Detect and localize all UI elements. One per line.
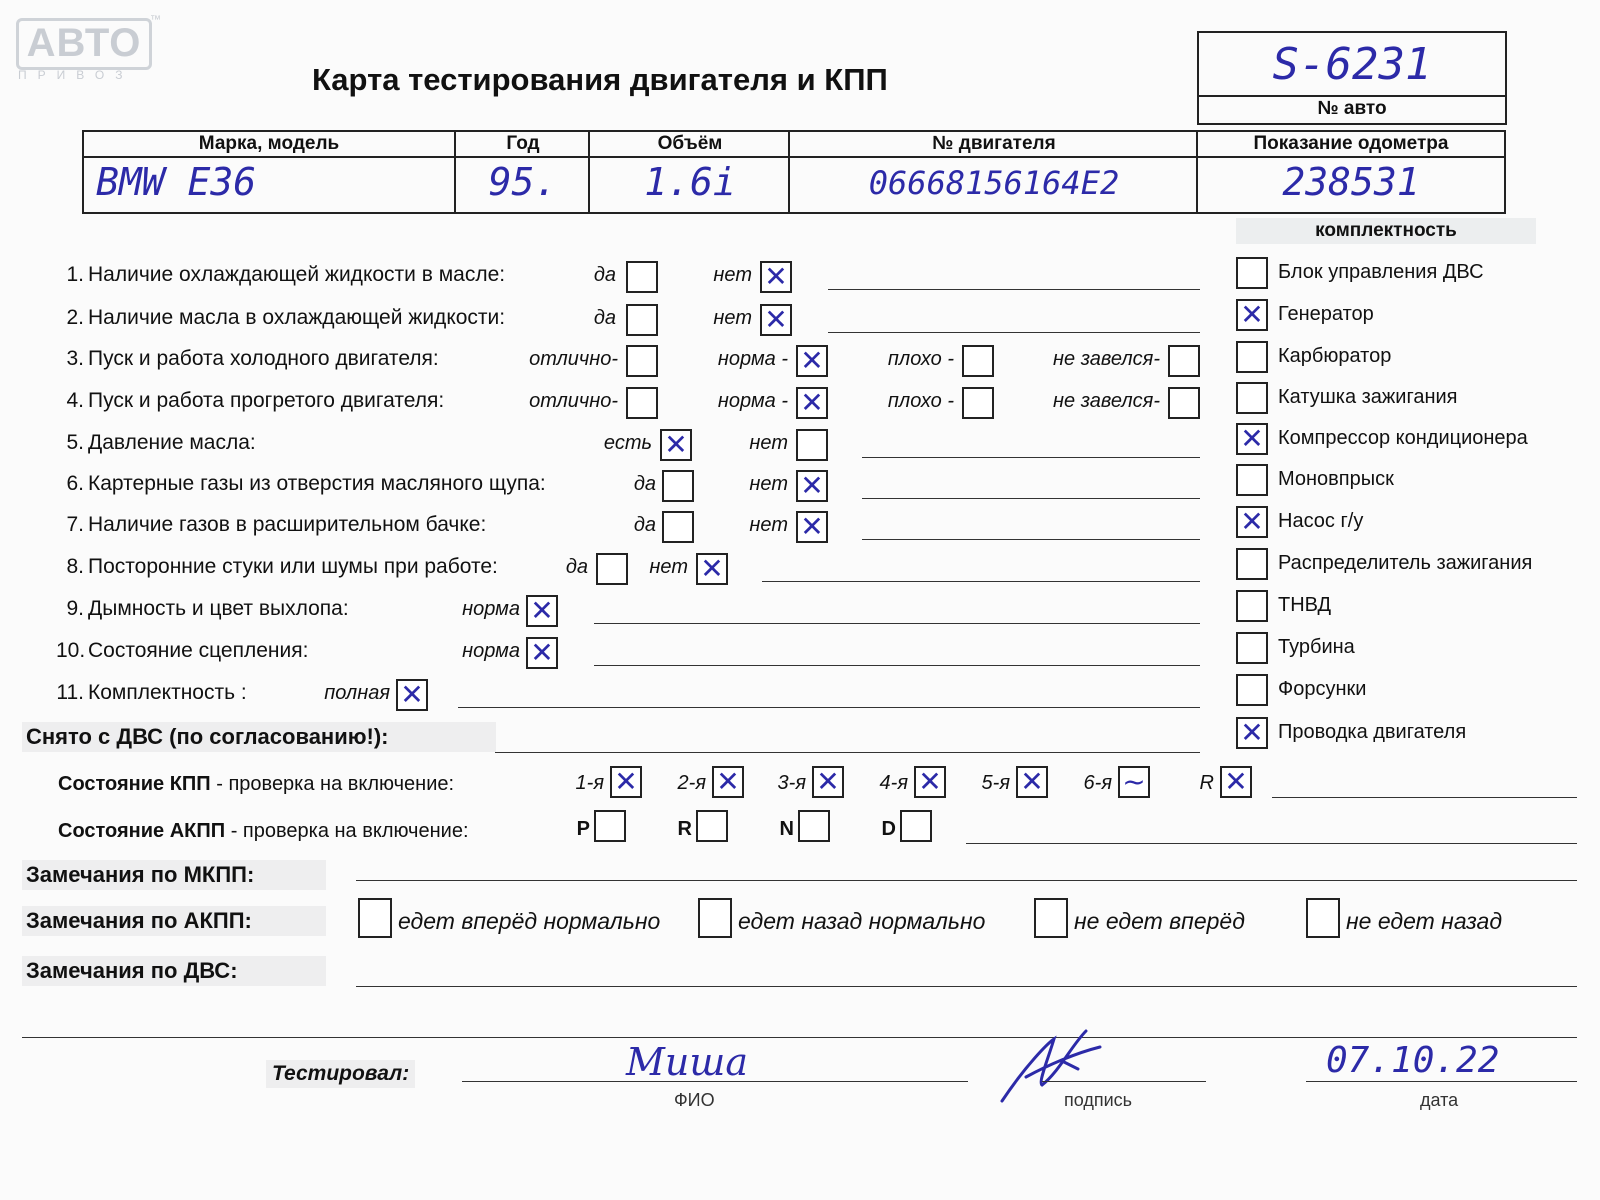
question-number: 3. (66, 347, 84, 370)
question-number: 7. (66, 513, 84, 536)
question-text: Наличие охлаждающей жидкости в масле: (88, 263, 506, 286)
option-label: нет (649, 556, 688, 578)
completeness-checkbox-mark-icon: ✕ (1240, 716, 1264, 749)
year-value[interactable]: 95. (488, 160, 558, 204)
option-label: нет (749, 432, 788, 454)
option-label: норма (462, 598, 520, 620)
completeness-item: Турбина (1278, 636, 1355, 658)
option-checkbox[interactable] (396, 679, 428, 711)
question-text: Состояние сцепления: (88, 639, 309, 662)
option-checkbox-mark-icon: ✕ (800, 510, 824, 543)
question-text: Давление масла: (88, 431, 256, 454)
gear-label: 2-я (677, 772, 706, 794)
akpp-position-checkbox[interactable] (696, 810, 728, 842)
odometer-column (1196, 132, 1504, 212)
question-text: Посторонние стуки или шумы при работе: (88, 555, 498, 578)
auto-number-label: № авто (1199, 95, 1505, 121)
gear-label: 6-я (1083, 772, 1112, 794)
akpp-position-label: P (576, 818, 590, 840)
volume-header: Объём (590, 132, 790, 158)
option-checkbox-mark-icon: ✕ (764, 303, 788, 336)
answer-line[interactable] (594, 623, 1200, 624)
completeness-checkbox[interactable] (1236, 382, 1268, 414)
completeness-checkbox[interactable] (1236, 423, 1268, 455)
answer-line[interactable] (862, 457, 1200, 458)
manual-gearbox-line[interactable] (1272, 797, 1577, 798)
completeness-checkbox[interactable] (1236, 674, 1268, 706)
completeness-item: Компрессор кондиционера (1278, 427, 1528, 449)
gear-checkbox[interactable] (1016, 766, 1048, 798)
gear-checkbox[interactable] (914, 766, 946, 798)
akpp-position-checkbox[interactable] (594, 810, 626, 842)
akpp-remark-checkbox[interactable] (358, 898, 392, 938)
gear-checkbox-mark-icon: ~ (1122, 765, 1146, 798)
option-checkbox[interactable] (760, 304, 792, 336)
akpp-remark-checkbox[interactable] (1306, 898, 1340, 938)
option-checkbox[interactable] (526, 637, 558, 669)
completeness-checkbox-mark-icon: ✕ (1240, 422, 1264, 455)
completeness-checkbox[interactable] (1236, 341, 1268, 373)
question-number: 8. (66, 555, 84, 578)
signature-line (1042, 1081, 1206, 1082)
gear-checkbox-mark-icon: ✕ (918, 765, 942, 798)
option-label: да (593, 307, 616, 329)
auto-number-box (1197, 31, 1507, 125)
akpp-position-label: D (881, 818, 896, 840)
gear-checkbox[interactable] (712, 766, 744, 798)
logo-subtitle: ПРИВОЗ (18, 68, 134, 82)
year-header: Год (456, 132, 590, 158)
dvs-remarks-label: Замечания по ДВС: (22, 956, 326, 986)
page-title: Карта тестирования двигателя и КПП (312, 62, 888, 97)
question-text: Картерные газы из отверстия масляного щупа: (88, 472, 546, 495)
completeness-item: Катушка зажигания (1278, 386, 1458, 408)
akpp-remark-label: не едет назад (1346, 908, 1503, 934)
option-checkbox[interactable] (526, 595, 558, 627)
completeness-checkbox[interactable] (1236, 299, 1268, 331)
option-label: норма - (717, 348, 788, 370)
test-date[interactable]: 07.10.22 (1326, 1040, 1500, 1081)
option-checkbox-mark-icon: ✕ (700, 552, 724, 585)
option-checkbox[interactable] (1168, 345, 1200, 377)
gear-checkbox[interactable] (610, 766, 642, 798)
completeness-checkbox[interactable] (1236, 506, 1268, 538)
gear-label: 4-я (879, 772, 908, 794)
akpp-remark-label: едет назад нормально (738, 908, 986, 934)
option-checkbox-mark-icon: ✕ (800, 344, 824, 377)
option-checkbox-mark-icon: ✕ (400, 678, 424, 711)
gear-label: 1-я (575, 772, 604, 794)
avto-privoz-logo: АВТО (16, 18, 152, 70)
signature-caption: подпись (1064, 1090, 1133, 1110)
akpp-remark-checkbox[interactable] (1034, 898, 1068, 938)
question-text: Дымность и цвет выхлопа: (88, 597, 349, 620)
gear-label: 3-я (777, 772, 806, 794)
option-label: да (565, 556, 588, 578)
gear-checkbox[interactable] (812, 766, 844, 798)
question-text: Наличие масла в охлаждающей жидкости: (88, 306, 506, 329)
option-label: полная (324, 682, 390, 704)
question-text: Комплектность : (88, 681, 247, 704)
make-model-value[interactable]: BMW E36 (96, 160, 257, 204)
mkpp-remarks-label: Замечания по МКПП: (22, 860, 326, 890)
completeness-checkbox[interactable] (1236, 632, 1268, 664)
option-label: нет (713, 307, 752, 329)
make-model-header: Марка, модель (84, 132, 454, 158)
gear-checkbox-mark-icon: ✕ (1224, 765, 1248, 798)
option-checkbox[interactable] (796, 470, 828, 502)
answer-line[interactable] (862, 539, 1200, 540)
akpp-position-checkbox[interactable] (900, 810, 932, 842)
auto-gearbox-label: Состояние АКПП - проверка на включение: (58, 820, 469, 842)
question-text: Наличие газов в расширительном бачке: (88, 513, 487, 536)
mkpp-remarks-line[interactable] (356, 880, 1577, 881)
completeness-item: Распределитель зажигания (1278, 552, 1533, 574)
option-label: да (593, 264, 616, 286)
year-column (454, 132, 590, 212)
option-checkbox[interactable] (696, 553, 728, 585)
trademark-sign: ™ (150, 14, 161, 26)
option-label: отлично- (529, 390, 618, 412)
completeness-item: Карбюратор (1278, 345, 1392, 367)
tester-name[interactable]: Миша (626, 1040, 749, 1084)
make-model-column (84, 132, 454, 212)
akpp-position-label: R (677, 818, 692, 840)
completeness-checkbox[interactable] (1236, 257, 1268, 289)
option-label: нет (749, 514, 788, 536)
gear-label: 5-я (981, 772, 1010, 794)
extra-remarks-line[interactable] (22, 1037, 1577, 1038)
completeness-checkbox-mark-icon: ✕ (1240, 505, 1264, 538)
question-number: 5. (66, 431, 84, 454)
question-number: 9. (66, 597, 84, 620)
completeness-checkbox[interactable] (1236, 464, 1268, 496)
question-number: 10. (56, 639, 86, 662)
option-label: не завелся- (1053, 348, 1160, 370)
question-text: Пуск и работа прогретого двигателя: (88, 389, 445, 412)
tester-name-line (462, 1081, 968, 1082)
option-checkbox-mark-icon: ✕ (764, 260, 788, 293)
option-label: плохо - (887, 390, 954, 412)
gear-checkbox-mark-icon: ✕ (816, 765, 840, 798)
option-checkbox-mark-icon: ✕ (664, 428, 688, 461)
akpp-remarks-label: Замечания по АКПП: (22, 906, 326, 936)
option-checkbox[interactable] (796, 429, 828, 461)
odometer-value[interactable]: 238531 (1282, 160, 1420, 204)
option-checkbox[interactable] (962, 387, 994, 419)
volume-value[interactable]: 1.6i (644, 160, 736, 204)
completeness-item: Насос г/у (1278, 510, 1364, 532)
engine-number-header: № двигателя (790, 132, 1198, 158)
akpp-remark-label: не едет вперёд (1074, 908, 1245, 934)
removed-from-engine-label: Снято с ДВС (по согласованию!): (22, 722, 496, 752)
option-label: норма (462, 640, 520, 662)
option-label: нет (749, 473, 788, 495)
odometer-header: Показание одометра (1198, 132, 1504, 158)
completeness-checkbox[interactable] (1236, 590, 1268, 622)
akpp-position-checkbox[interactable] (798, 810, 830, 842)
completeness-checkbox[interactable] (1236, 548, 1268, 580)
question-number: 2. (66, 306, 84, 329)
answer-line[interactable] (828, 332, 1200, 333)
akpp-position-label: N (779, 818, 794, 840)
answer-line[interactable] (762, 581, 1200, 582)
completeness-header: комплектность (1236, 218, 1536, 244)
gear-checkbox[interactable] (1118, 766, 1150, 798)
option-label: да (633, 473, 656, 495)
gear-label: R (1199, 772, 1214, 794)
completeness-item: Моновпрыск (1278, 468, 1394, 490)
date-line (1306, 1081, 1577, 1082)
option-checkbox-mark-icon: ✕ (800, 469, 824, 502)
option-label: да (633, 514, 656, 536)
option-checkbox-mark-icon: ✕ (530, 636, 554, 669)
engine-number-column (788, 132, 1198, 212)
completeness-checkbox-mark-icon: ✕ (1240, 298, 1264, 331)
akpp-remark-checkbox[interactable] (698, 898, 732, 938)
answer-line[interactable] (862, 498, 1200, 499)
gear-checkbox-mark-icon: ✕ (716, 765, 740, 798)
option-checkbox[interactable] (796, 511, 828, 543)
auto-gearbox-line[interactable] (966, 843, 1577, 844)
question-number: 1. (66, 263, 84, 286)
manual-gearbox-label: Состояние КПП - проверка на включение: (58, 773, 455, 795)
option-label: отлично- (529, 348, 618, 370)
gear-checkbox-mark-icon: ✕ (614, 765, 638, 798)
option-checkbox[interactable] (1168, 387, 1200, 419)
completeness-item: Форсунки (1278, 678, 1367, 700)
dvs-remarks-line[interactable] (356, 986, 1577, 987)
option-label: плохо - (887, 348, 954, 370)
option-checkbox-mark-icon: ✕ (800, 386, 824, 419)
akpp-remark-label: едет вперёд нормально (398, 908, 661, 934)
vehicle-info-table (82, 130, 1506, 214)
completeness-checkbox[interactable] (1236, 717, 1268, 749)
tested-by-label: Тестировал: (266, 1060, 415, 1088)
completeness-item: Проводка двигателя (1278, 721, 1467, 743)
question-text: Пуск и работа холодного двигателя: (88, 347, 439, 370)
option-label: норма - (717, 390, 788, 412)
answer-line[interactable] (458, 707, 1200, 708)
option-checkbox[interactable] (962, 345, 994, 377)
auto-number-value: S-6231 (1272, 39, 1432, 90)
option-checkbox[interactable] (760, 261, 792, 293)
option-checkbox-mark-icon: ✕ (530, 594, 554, 627)
question-number: 6. (66, 472, 84, 495)
completeness-item: Блок управления ДВС (1278, 261, 1484, 283)
gear-checkbox[interactable] (1220, 766, 1252, 798)
answer-line[interactable] (828, 289, 1200, 290)
option-label: есть (603, 432, 652, 454)
option-label: нет (713, 264, 752, 286)
question-number: 11. (56, 681, 84, 704)
engine-number-value[interactable]: 06668156164E2 (868, 164, 1120, 202)
option-label: не завелся- (1053, 390, 1160, 412)
volume-column (588, 132, 790, 212)
removed-from-engine-line[interactable] (495, 752, 1200, 753)
completeness-item: ТНВД (1278, 594, 1332, 616)
name-caption: ФИО (674, 1090, 715, 1110)
date-caption: дата (1420, 1090, 1459, 1110)
question-number: 4. (66, 389, 84, 412)
answer-line[interactable] (594, 665, 1200, 666)
completeness-item: Генератор (1278, 303, 1374, 325)
gear-checkbox-mark-icon: ✕ (1020, 765, 1044, 798)
